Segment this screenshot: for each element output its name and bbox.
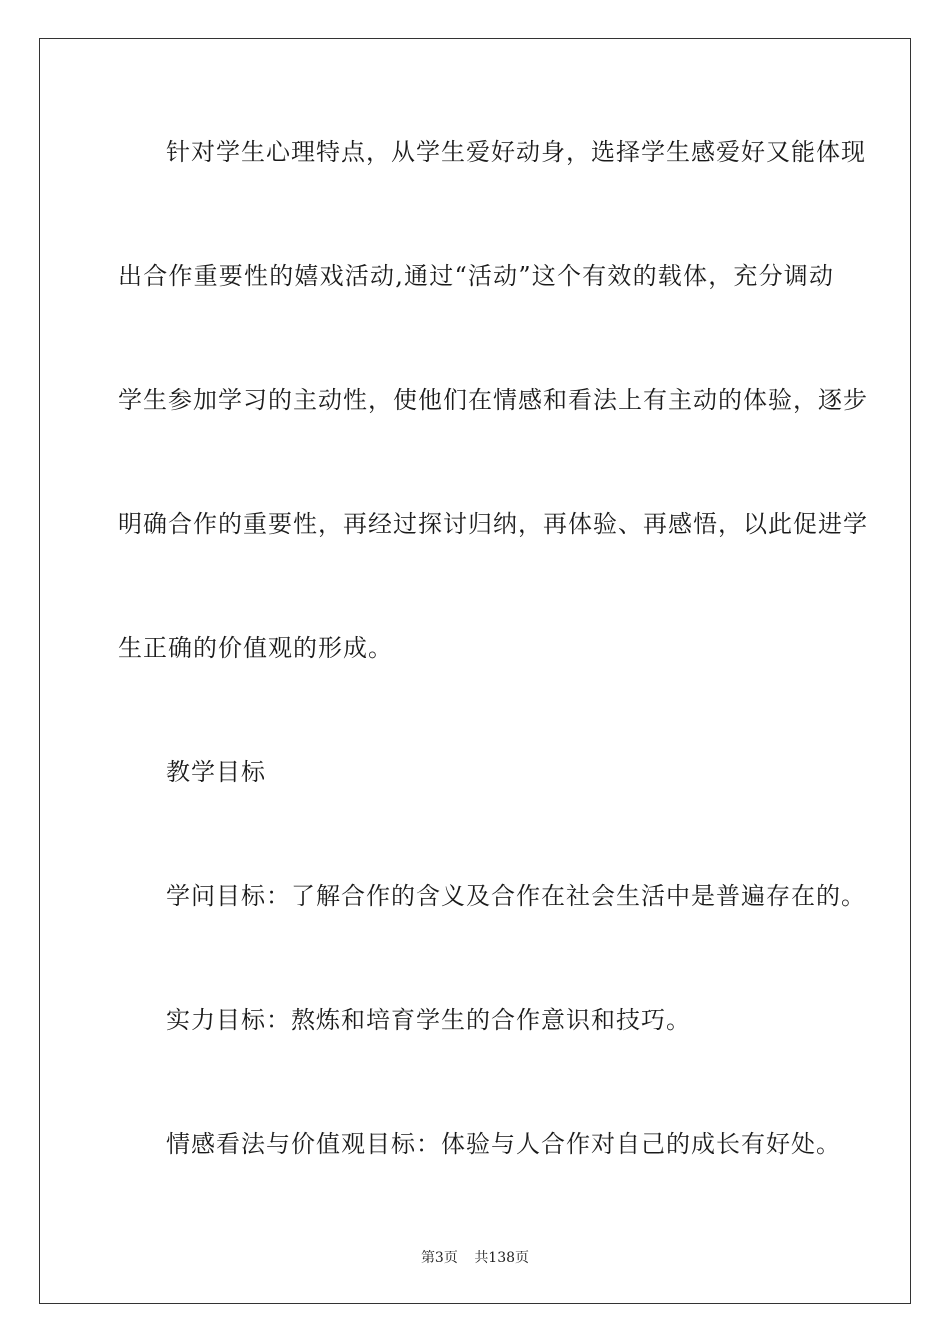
paragraph-line: 针对学生心理特点，从学生爱好动身，选择学生感爱好又能体现 [166, 138, 866, 166]
paragraph-line: 学生参加学习的主动性，使他们在情感和看法上有主动的体验，逐步 [118, 386, 868, 414]
paragraph-line: 实力目标：熬炼和培育学生的合作意识和技巧。 [166, 1006, 691, 1034]
section-heading: 教学目标 [166, 758, 266, 786]
paragraph-line: 学问目标：了解合作的含义及合作在社会生活中是普遍存在的。 [166, 882, 866, 910]
paragraph-line: 出合作重要性的嬉戏活动,通过“活动”这个有效的载体，充分调动 [118, 262, 834, 290]
document-body [118, 128, 868, 1244]
paragraph-line: 情感看法与价值观目标：体验与人合作对自己的成长有好处。 [166, 1130, 841, 1158]
page-total: 共138页 [474, 1250, 530, 1266]
paragraph-line: 生正确的价值观的形成。 [118, 634, 393, 662]
page-number: 第3页 [420, 1250, 458, 1266]
page-footer [0, 1247, 950, 1267]
paragraph-line: 明确合作的重要性，再经过探讨归纳，再体验、再感悟，以此促进学 [118, 510, 868, 538]
